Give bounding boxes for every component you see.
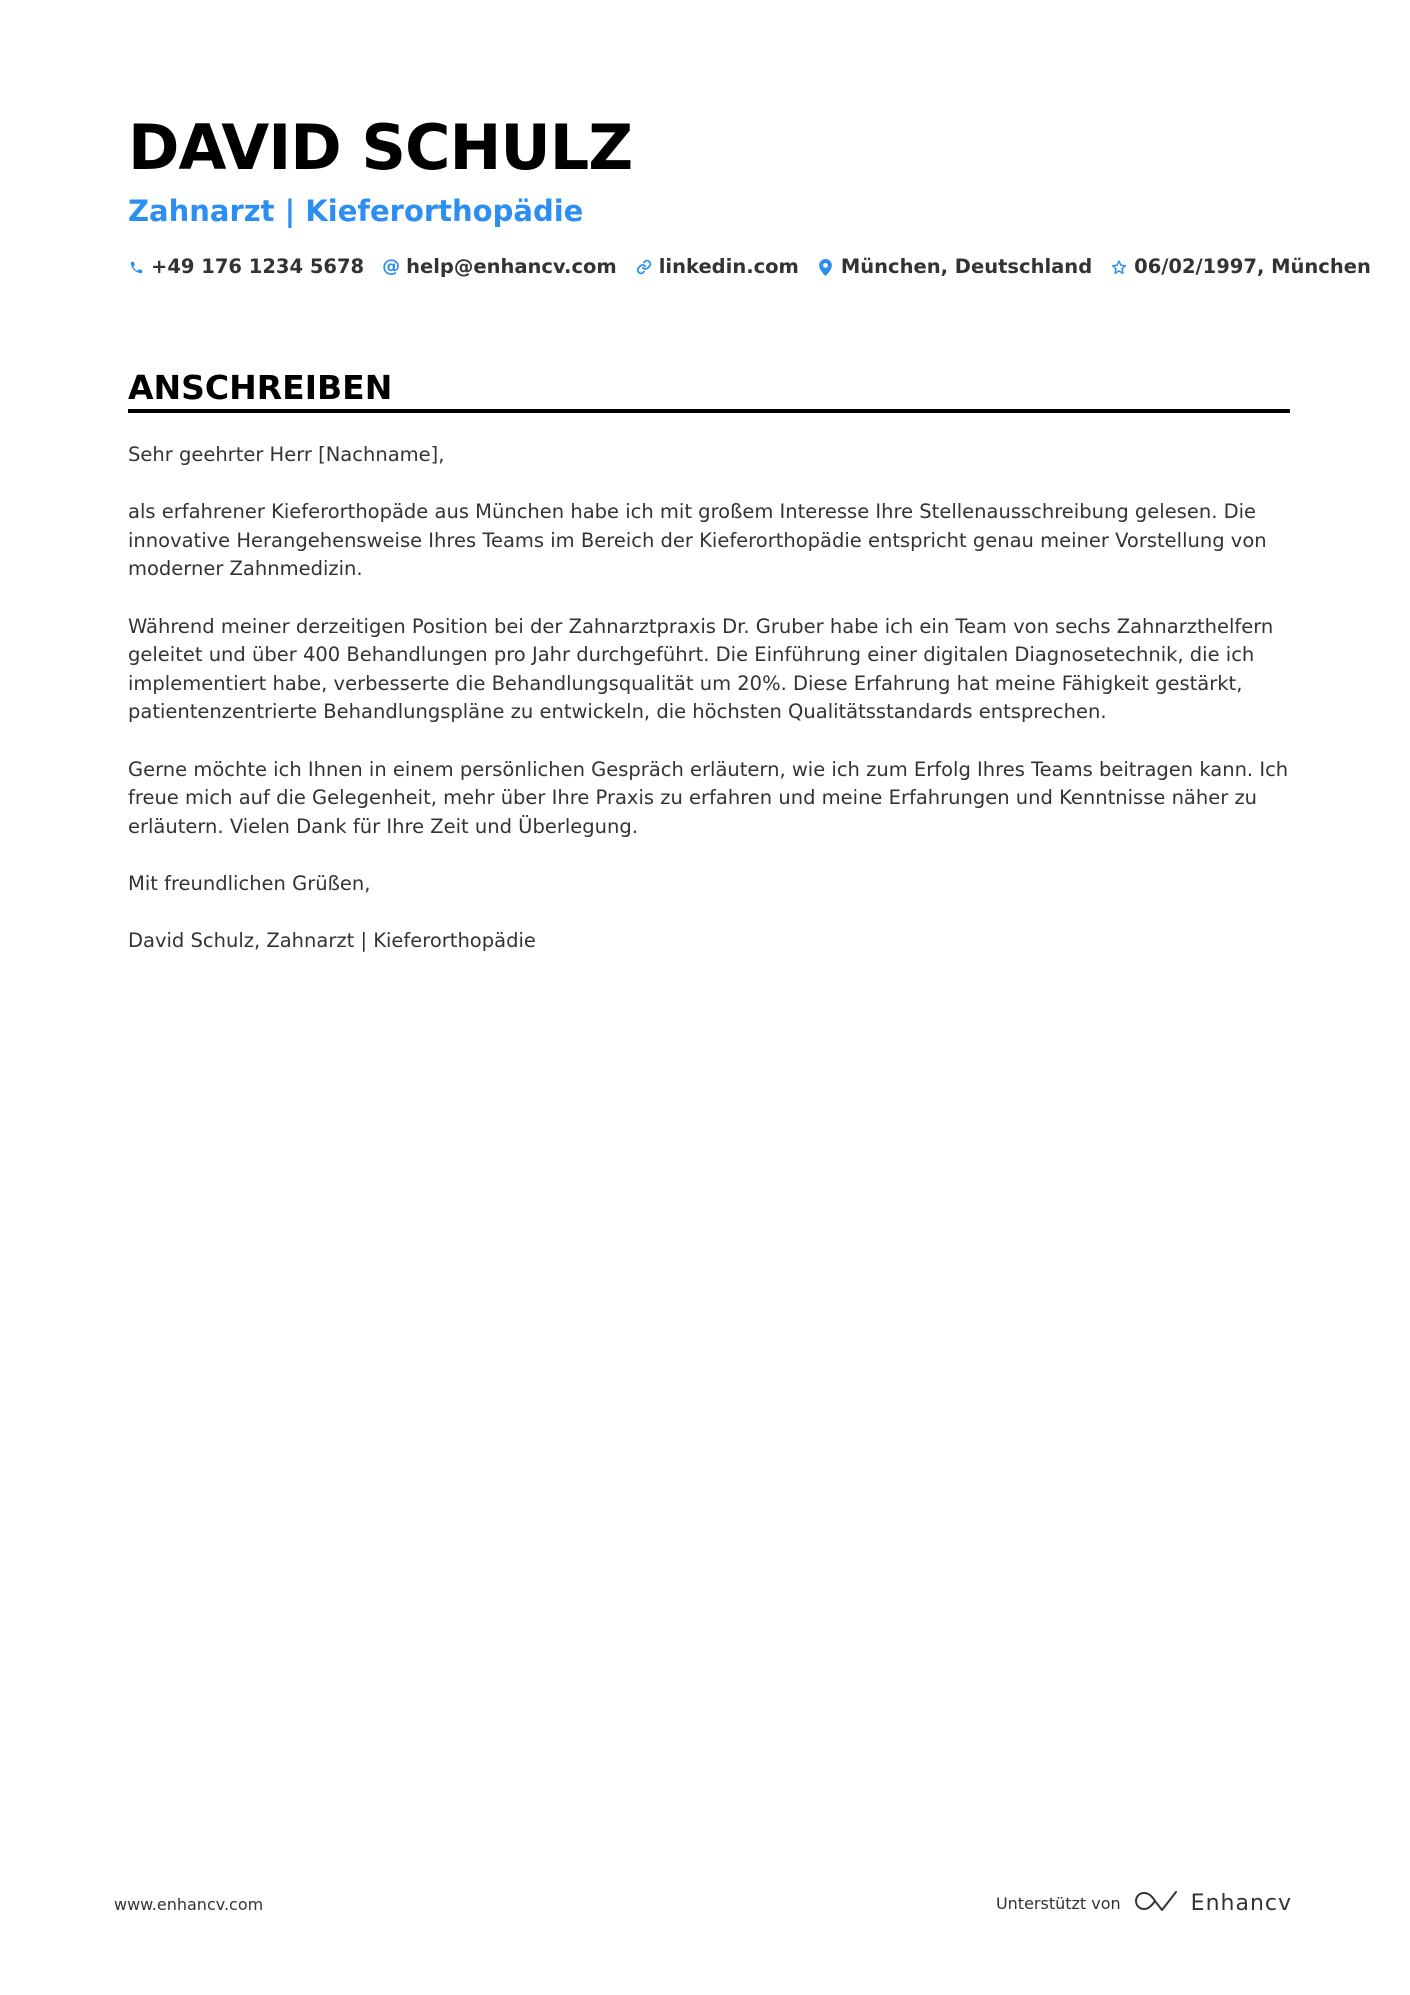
section-divider: [128, 409, 1290, 413]
section-title: ANSCHREIBEN: [128, 368, 393, 407]
contact-linkedin-text: linkedin.com: [658, 255, 799, 278]
footer-branding[interactable]: [996, 1888, 1292, 1919]
letter-paragraph: Gerne möchte ich Ihnen in einem persönlichen Gespräch erläutern, wie ich zum Erfolg Ihres Teams beitragen kann. Ich freue mich auf die Gelegenheit, mehr über Ihre Praxis zu erfahren und meine Erfahrungen und Kenntnisse näher zu erläutern. Vielen Dank für Ihre Zeit und Überlegung.: [128, 757, 1289, 838]
letter-paragraph: Während meiner derzeitigen Position bei der Zahnarztpraxis Dr. Gruber habe ich ein Team von sechs Zahnarzthelfern geleitet und über 400 Behandlungen pro Jahr durchgeführt. Die Einführung einer digitalen Diagnosetechnik, die ich implementiert habe, verbesserte die Behandlungsqualität um 20%. Diese Erfahrung hat meine Fähigkeit gestärkt, patientenzentrierte Behandlungspläne zu entwickeln, die höchsten Qualitätsstandards entsprechen.: [128, 614, 1274, 724]
letter-signature: David Schulz, Zahnarzt | Kieferorthopädie: [128, 929, 536, 953]
brand-name: Enhancv: [1190, 1891, 1292, 1916]
contact-email[interactable]: [383, 253, 617, 281]
link-icon: [636, 258, 652, 276]
letter-closing: Mit freundlichen Grüßen,: [128, 871, 371, 895]
contact-email-text: help@enhancv.com: [406, 255, 617, 278]
candidate-name: DAVID SCHULZ: [128, 111, 633, 184]
contact-birth-text: 06/02/1997, München: [1134, 255, 1371, 278]
contact-phone-text: +49 176 1234 5678: [151, 255, 365, 278]
enhancv-logo-icon: [1133, 1888, 1179, 1919]
contact-linkedin[interactable]: [636, 253, 799, 281]
contact-bar: [128, 253, 1390, 281]
letter-body: [128, 441, 1293, 984]
contact-phone[interactable]: [128, 253, 364, 281]
footer-website-link[interactable]: www.enhancv.com: [114, 1895, 264, 1914]
phone-icon: [128, 258, 144, 276]
star-icon: [1111, 258, 1127, 276]
candidate-headline: Zahnarzt | Kieferorthopädie: [128, 194, 584, 228]
powered-by-label: Unterstützt von: [995, 1894, 1121, 1913]
location-pin-icon: [818, 258, 834, 276]
letter-paragraph: als erfahrener Kieferorthopäde aus München habe ich mit großem Interesse Ihre Stellenausschreibung gelesen. Die innovative Herangehensweise Ihres Teams im Bereich der Kieferorthopädie entspricht genau meiner Vorstellung von moderner Zahnmedizin.: [128, 500, 1267, 581]
contact-birth: [1111, 253, 1371, 281]
contact-location-text: München, Deutschland: [840, 255, 1093, 278]
letter-salutation: Sehr geehrter Herr [Nachname],: [128, 443, 445, 466]
at-icon: @: [382, 256, 401, 277]
contact-location: [818, 253, 1092, 281]
